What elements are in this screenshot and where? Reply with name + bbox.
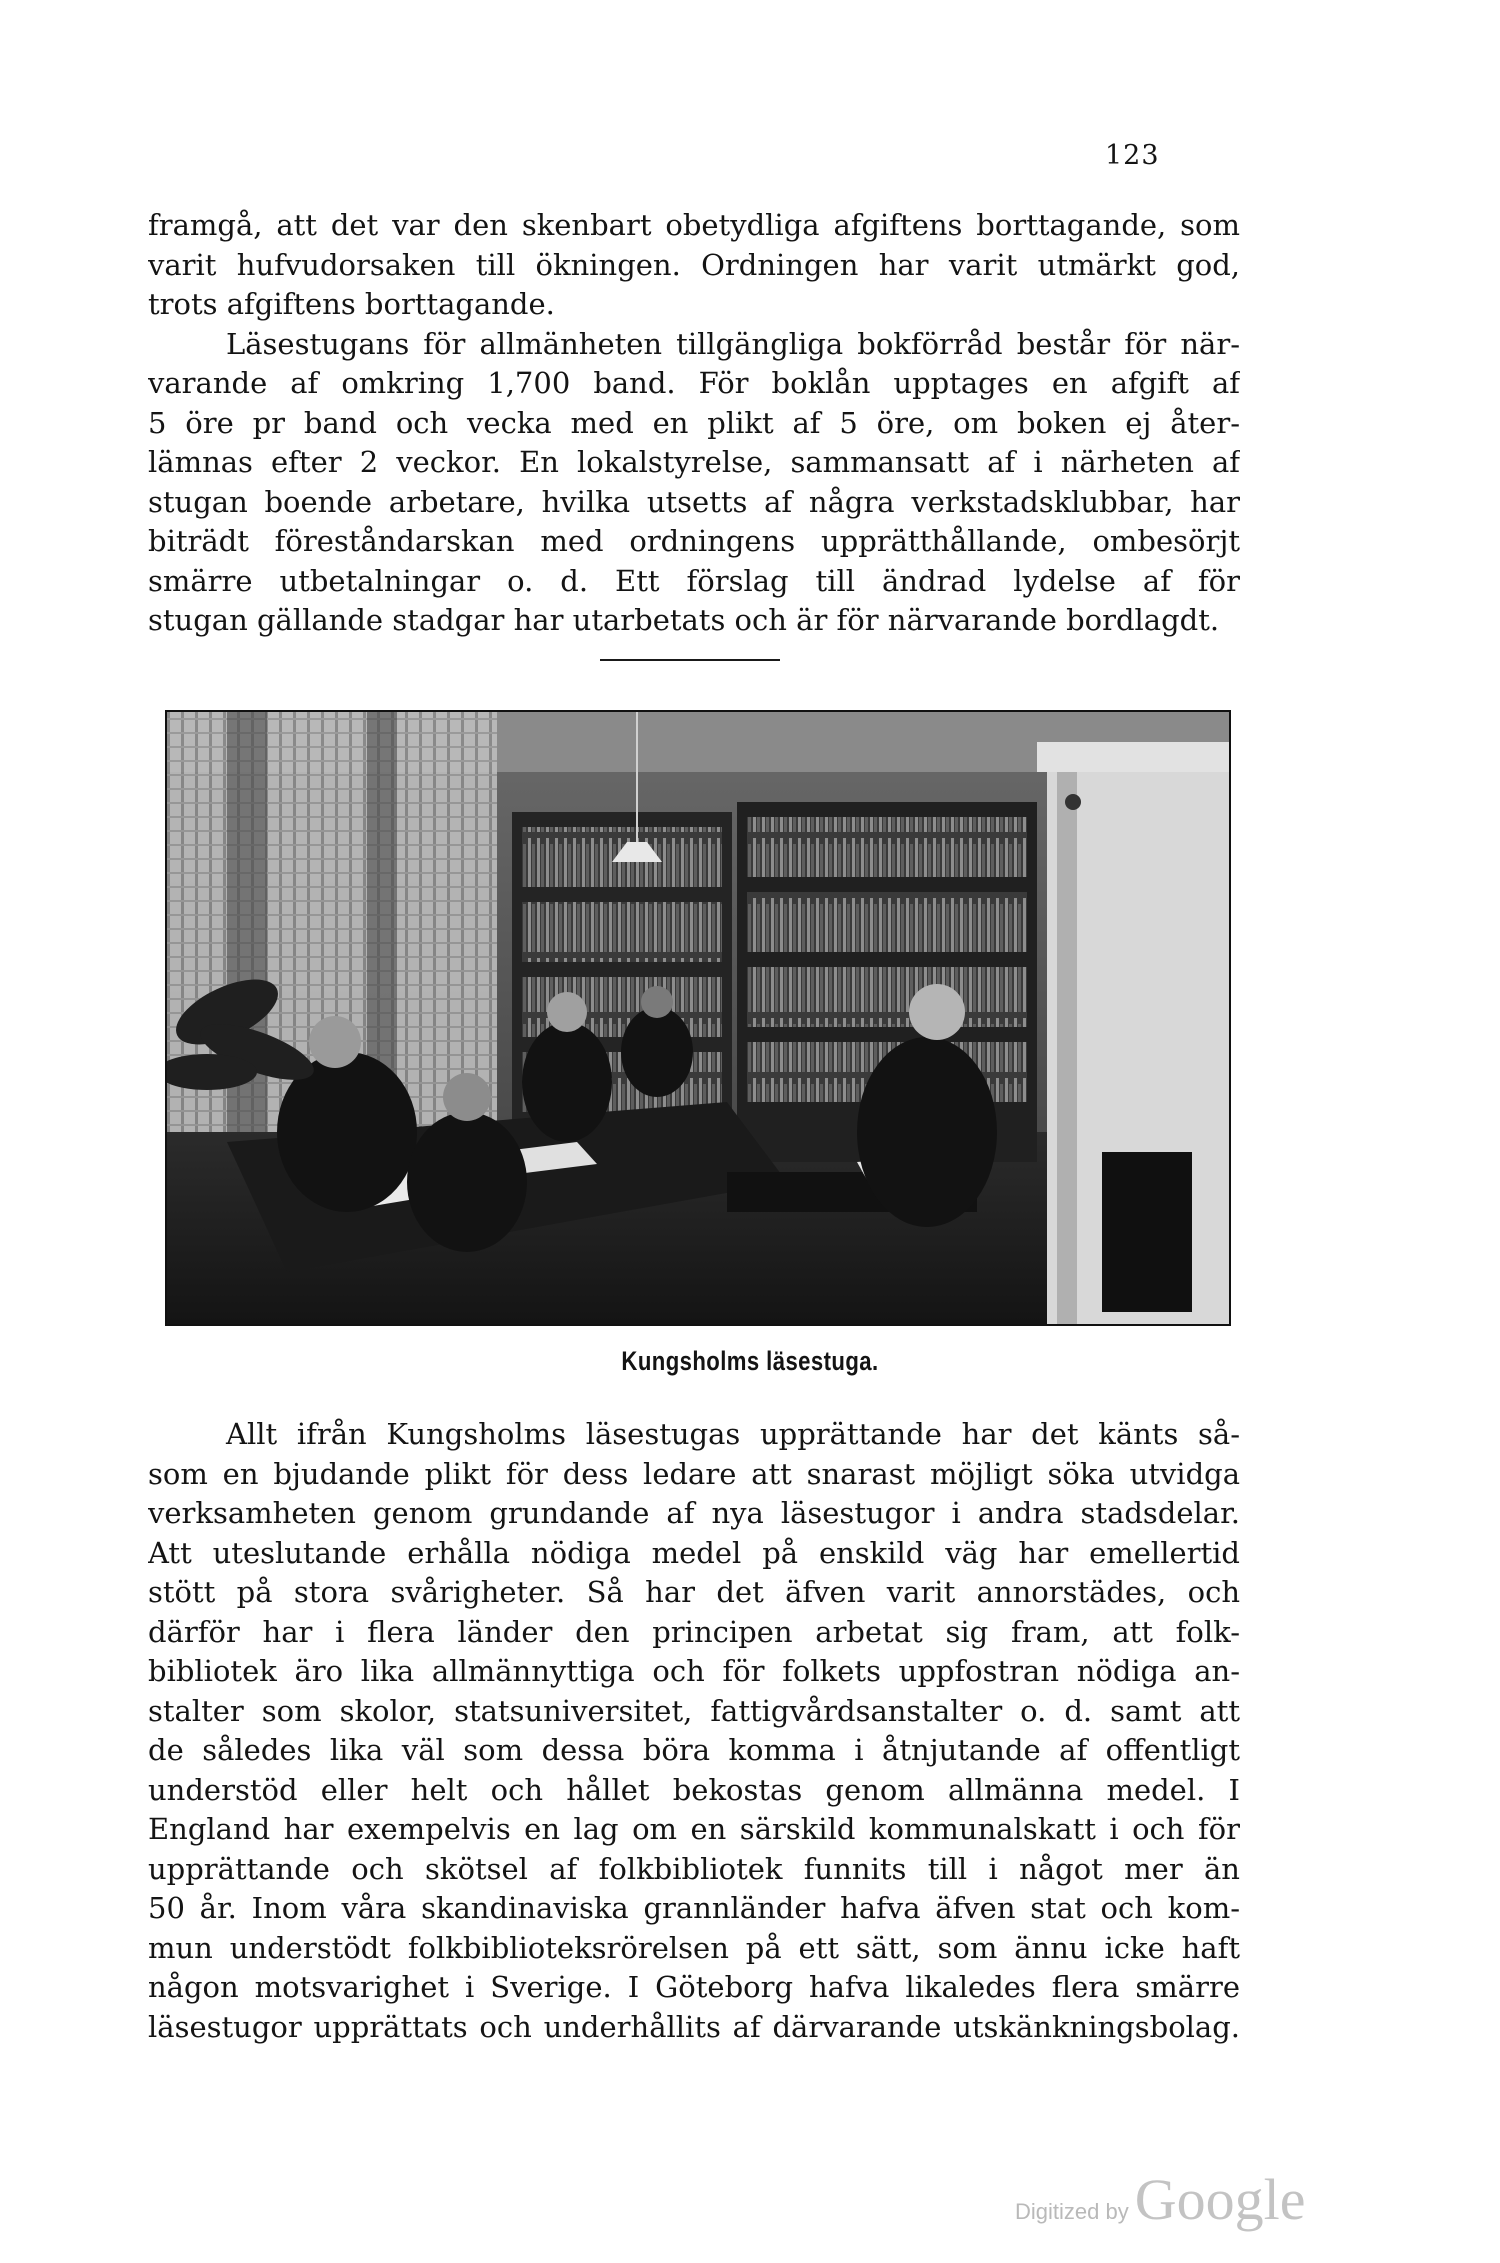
text-line: bibliotek äro lika allmännyttiga och för folkets uppfostran nödiga an- [148, 1654, 1240, 1688]
top-text-block [148, 206, 1240, 641]
photo-caption: Kungsholms läsestuga. [621, 1346, 879, 1376]
text-line: stugan gällande stadgar har utarbetats och är för närvarande bordlagdt. [148, 603, 1220, 637]
text-line: England har exempelvis en lag om en särskild kommunalskatt i och för [148, 1812, 1240, 1846]
text-line: 50 år. Inom våra skandinaviska grannländer hafva äfven stat och kom- [148, 1891, 1240, 1925]
text-line: läsestugor upprättats och underhållits af därvarande utskänkningsbolag. [148, 2009, 1240, 2044]
section-divider [600, 659, 780, 661]
text-line: verksamheten genom grundande af nya läsestugor i andra stadsdelar. [148, 1496, 1240, 1530]
text-line: smärre utbetalningar o. d. Ett förslag till ändrad lydelse af för [148, 563, 1240, 598]
library-photo [165, 710, 1231, 1326]
bottom-text-block [148, 1415, 1240, 2047]
text-line: de således lika väl som dessa böra komma i åtnjutande af offentligt [148, 1733, 1240, 1767]
text-line: lämnas efter 2 veckor. En lokalstyrelse, sammansatt af i närheten af [148, 445, 1240, 479]
watermark-prefix: Digitized by [1015, 2199, 1129, 2224]
text-line: stött på stora svårigheter. Så har det äfven varit annorstädes, och [148, 1575, 1240, 1609]
google-logo: Google [1134, 2167, 1306, 2232]
page-number: 123 [1105, 140, 1160, 171]
text-line: varit hufvudorsaken till ökningen. Ordningen har varit utmärkt god, [148, 247, 1240, 282]
text-line: upprättande och skötsel af folkbibliotek funnits till i något mer än [148, 1851, 1240, 1886]
text-line: biträdt föreståndarskan med ordningens upprätthållande, ombesörjt [148, 524, 1240, 558]
text-line: understöd eller helt och hållet bekostas genom allmänna medel. I [148, 1772, 1240, 1807]
text-line: stugan boende arbetare, hvilka utsetts af några verkstadsklubbar, har [148, 484, 1240, 519]
digitization-watermark [1015, 2166, 1305, 2233]
text-line: därför har i flera länder den principen arbetat sig fram, att folk- [148, 1614, 1240, 1649]
text-line: 5 öre pr band och vecka med en plikt af 5 öre, om boken ej åter- [148, 405, 1240, 440]
text-line: varande af omkring 1,700 band. För boklån upptages en afgift af [148, 366, 1240, 400]
text-line: någon motsvarighet i Sverige. I Göteborg hafva likaledes flera smärre [148, 1970, 1240, 2004]
text-line: Att uteslutande erhålla nödiga medel på enskild väg har emellertid [148, 1535, 1240, 1570]
text-line: trots afgiftens borttagande. [148, 287, 555, 321]
text-line: Läsestugans för allmänheten tillgängliga bokförråd består för när- [226, 326, 1240, 361]
text-line: mun understödt folkbiblioteksrörelsen på ett sätt, som ännu icke haft [148, 1930, 1240, 1965]
text-line: stalter som skolor, statsuniversitet, fattigvårdsanstalter o. d. samt att [148, 1693, 1240, 1728]
text-line: framgå, att det var den skenbart obetydliga afgiftens borttagande, som [148, 208, 1240, 242]
text-line: som en bjudande plikt för dess ledare att snarast möjligt söka utvidga [148, 1456, 1240, 1491]
text-line: Allt ifrån Kungsholms läsestugas upprättande har det känts så- [226, 1417, 1240, 1451]
